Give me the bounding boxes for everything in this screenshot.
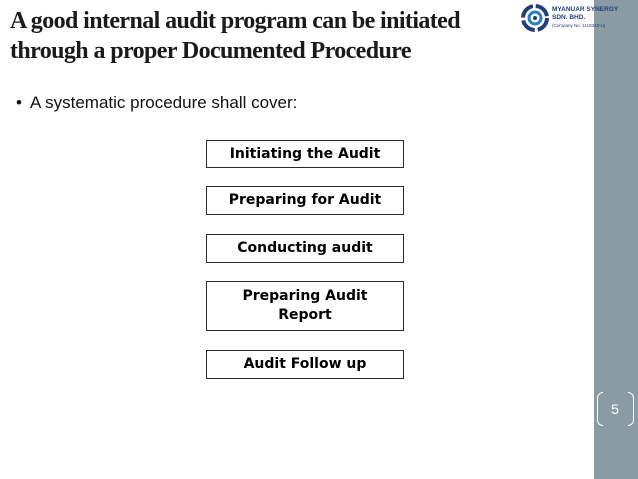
page-number: 5	[611, 401, 619, 417]
slide-title-line-1: A good internal audit program can be initiated	[10, 8, 460, 34]
step-box-initiating: Initiating the Audit	[206, 140, 404, 168]
company-registration: (Company No. 1118343-U)	[552, 23, 606, 28]
step-box-preparing: Preparing for Audit	[206, 186, 404, 215]
bullet-marker: •	[16, 93, 22, 112]
step-box-follow-up: Audit Follow up	[206, 350, 404, 379]
page-number-bracket-right	[628, 392, 634, 426]
bullet-text: A systematic procedure shall cover:	[30, 93, 298, 112]
bullet-point	[16, 92, 297, 114]
company-suffix: SDN. BHD.	[552, 14, 586, 21]
step-box-conducting: Conducting audit	[206, 234, 404, 263]
company-name: MYANUAR SYNERGY	[552, 6, 619, 13]
company-logo	[521, 4, 619, 36]
slide-title	[10, 6, 510, 66]
step-box-report: Preparing Audit Report	[206, 281, 404, 331]
slide-title-line-2: through a proper Documented Procedure	[10, 38, 411, 64]
company-logo-icon	[521, 4, 549, 32]
